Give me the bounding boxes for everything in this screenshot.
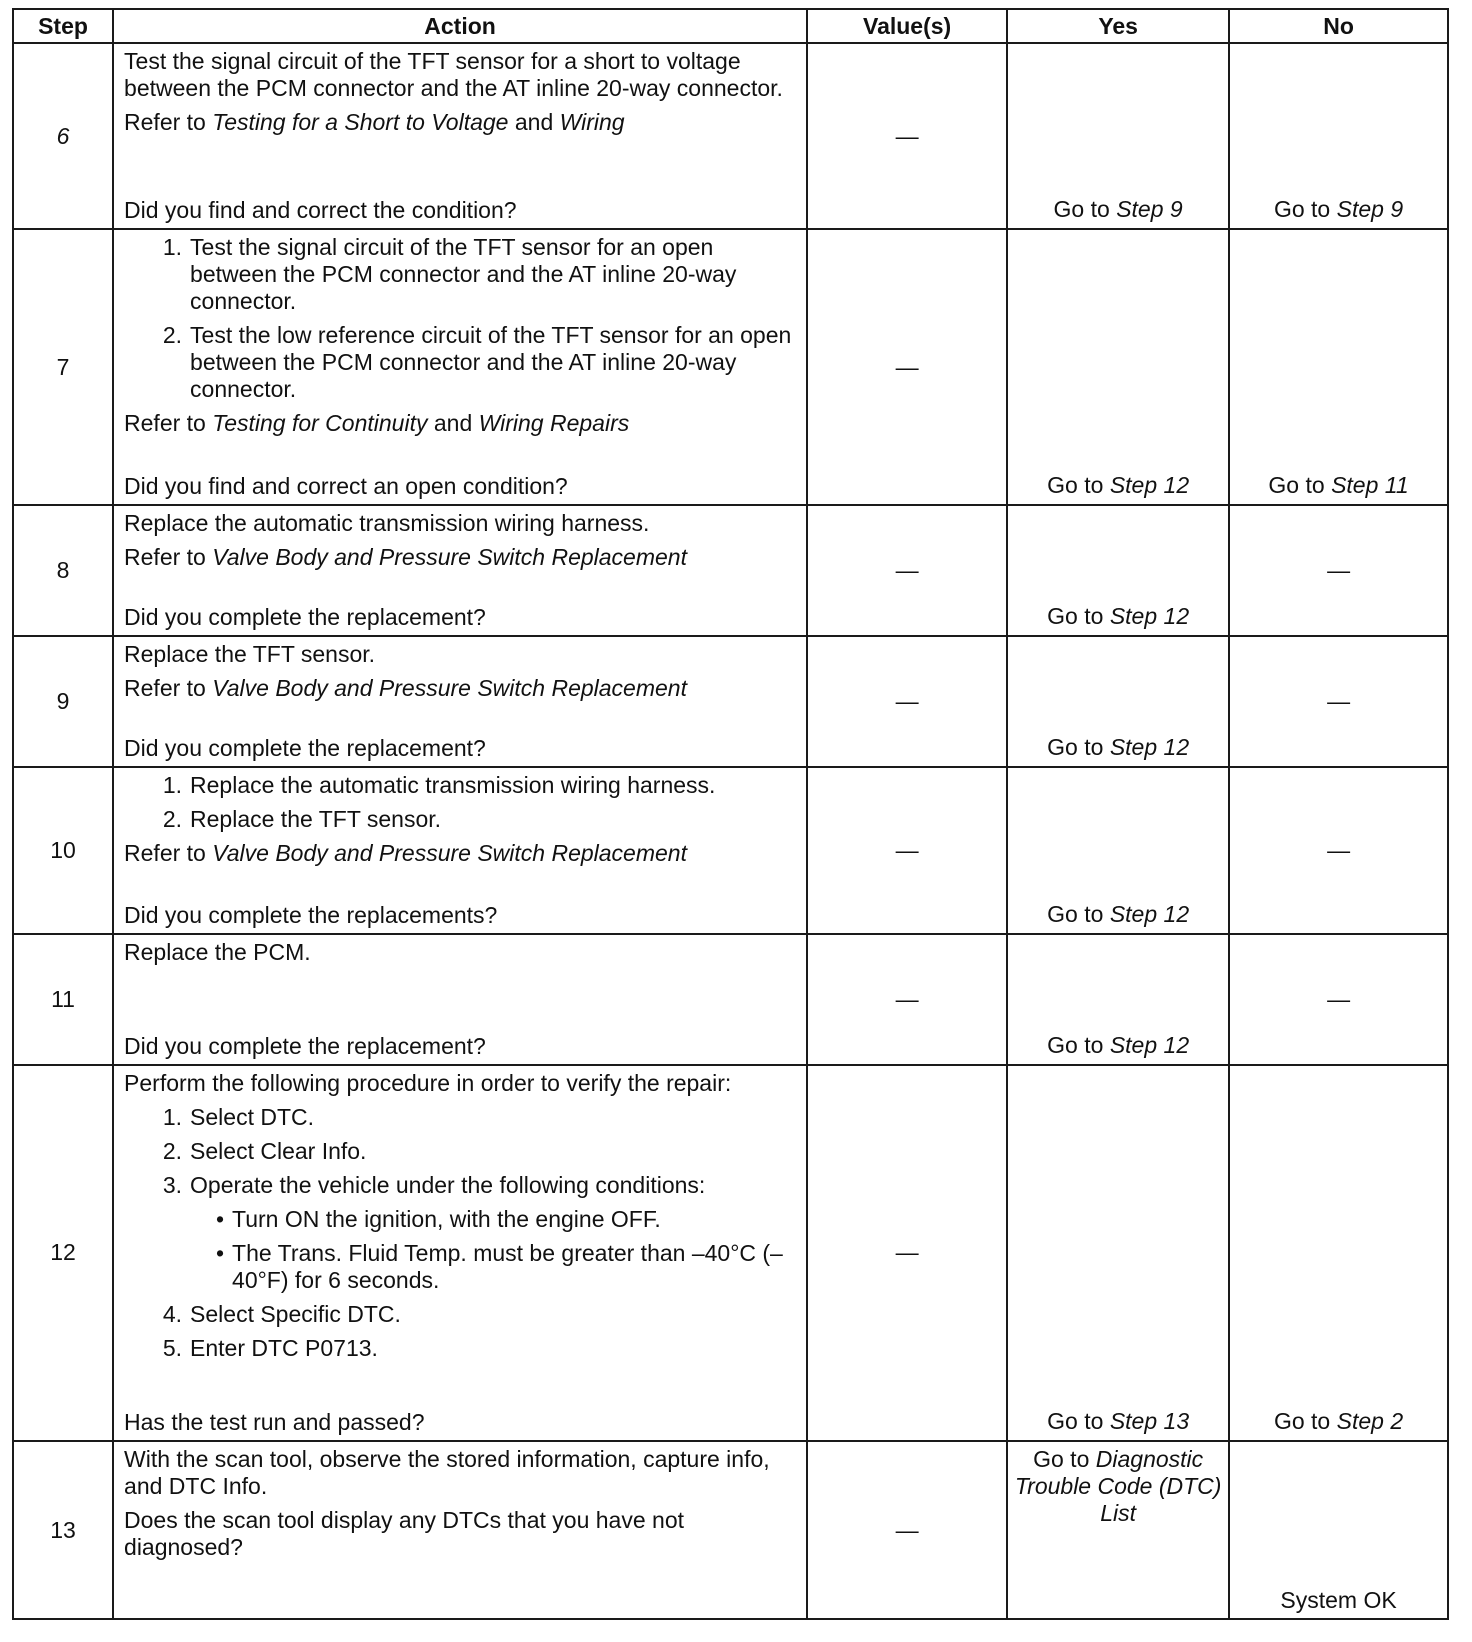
numbered-list [124,772,796,840]
action-question: Has the test run and passed? [124,1409,425,1436]
go-to-step-link[interactable]: Go to Step 12 [1047,733,1190,760]
header-action: Action [113,9,807,43]
yes-cell [1007,1441,1229,1619]
action-cell [113,229,807,505]
refer-link[interactable]: Testing for Continuity [212,410,428,437]
action-question: Did you find and correct an open condition? [124,473,568,500]
refer-link[interactable]: Testing for a Short to Voltage [212,109,509,135]
go-to-step-link[interactable]: Go to Step 9 [1053,196,1183,223]
list-item: 2. Select Clear Info. [162,1137,367,1164]
value-cell: — [807,229,1007,505]
value-cell: — [807,43,1007,229]
no-cell: — [1229,505,1448,636]
go-to-step-link[interactable]: Go to Step 11 [1268,472,1409,499]
step-number: 6 [13,43,113,229]
no-cell [1229,1065,1448,1441]
header-row [13,9,1448,43]
yes-cell [1007,636,1229,767]
yes-cell [1007,505,1229,636]
refer-line: Refer to Testing for Continuity and Wiring Repairs [124,410,630,437]
value-cell: — [807,1065,1007,1441]
table-row [13,636,1448,767]
table-row [13,229,1448,505]
list-item: 2. Replace the TFT sensor. [162,805,442,832]
no-cell [1229,229,1448,505]
list-item: 2. Test the low reference circuit of the TFT sensor for an open between the PCM connector and the AT inline 20-way connector. [162,322,792,403]
action-text: Test the signal circuit of the TFT sensor for a short to voltage between the PCM connector and the AT inline 20-way connector. [124,48,783,101]
header-values: Value(s) [807,9,1007,43]
action-text: Replace the PCM. [124,938,311,965]
step-number: 7 [13,229,113,505]
value-cell: — [807,505,1007,636]
go-to-step-link[interactable]: Go to Step 13 [1047,1408,1190,1435]
action-cell [113,767,807,934]
no-cell: — [1229,767,1448,934]
go-to-step-link[interactable]: Go to Step 9 [1273,196,1404,223]
refer-link[interactable]: Wiring Repairs [478,410,630,437]
value-cell: — [807,767,1007,934]
action-cell [113,1441,807,1619]
go-to-step-link[interactable]: Go to Step 12 [1047,472,1190,499]
bullet-list [190,1206,796,1294]
action-text: With the scan tool, observe the stored information, capture info, and DTC Info. [124,1446,770,1500]
refer-line: Refer to Valve Body and Pressure Switch Replacement [124,544,687,571]
list-item: 1. Test the signal circuit of the TFT sensor for an open between the PCM connector and the AT inline 20-way connector. [162,234,737,315]
step-number: 8 [13,505,113,636]
table-row [13,767,1448,934]
refer-link[interactable]: Wiring [559,109,625,135]
yes-cell [1007,934,1229,1065]
step-number: 13 [13,1441,113,1619]
action-cell [113,1065,807,1441]
numbered-list [124,234,796,410]
action-question: Did you complete the replacements? [124,901,498,928]
table-row [13,1441,1448,1619]
action-question: Did you complete the replacement? [124,734,486,761]
no-cell: — [1229,934,1448,1065]
action-text: Replace the TFT sensor. [124,640,376,667]
value-cell: — [807,1441,1007,1619]
action-question: Does the scan tool display any DTCs that you have not diagnosed? [124,1507,685,1561]
table-row [13,43,1448,229]
no-cell: — [1229,636,1448,767]
header-step: Step [13,9,113,43]
yes-cell [1007,229,1229,505]
step-number: 9 [13,636,113,767]
go-to-step-link[interactable]: Go to Step 12 [1047,900,1190,927]
bullet-item: • Turn ON the ignition, with the engine OFF. [215,1205,661,1232]
refer-link[interactable]: Valve Body and Pressure Switch Replacement [212,674,687,701]
refer-line: Refer to Testing for a Short to Voltage and Wiring [124,109,625,135]
step-number: 11 [13,934,113,1065]
go-to-step-link[interactable]: Go to Step 12 [1047,1031,1190,1058]
list-item: 4. Select Specific DTC. [162,1300,401,1327]
table-row [13,934,1448,1065]
go-to-step-link[interactable]: Go to Step 2 [1273,1408,1404,1435]
table-row [13,1065,1448,1441]
action-cell [113,934,807,1065]
no-cell [1229,1441,1448,1619]
list-item: 3. Operate the vehicle under the following conditions: • Turn ON the ignition, with the engine OFF. • The Trans. Fluid Temp. must be greater than –40°C (–40°F) for 6 seconds. [124,1172,796,1294]
value-cell: — [807,934,1007,1065]
system-ok-text: System OK [1280,1587,1397,1613]
header-yes: Yes [1007,9,1229,43]
no-cell [1229,43,1448,229]
list-item: 1. Replace the automatic transmission wiring harness. [162,771,716,798]
list-item: 1. Select DTC. [162,1103,315,1130]
refer-line: Refer to Valve Body and Pressure Switch Replacement [124,674,687,701]
action-cell [113,505,807,636]
yes-cell [1007,767,1229,934]
bullet-item: • The Trans. Fluid Temp. must be greater than –40°C (–40°F) for 6 seconds. [215,1239,783,1293]
diagnostic-table [12,8,1449,1620]
action-cell [113,636,807,767]
go-to-step-link[interactable]: Go to Step 12 [1047,602,1190,629]
list-item: 5. Enter DTC P0713. [162,1334,378,1361]
refer-link[interactable]: Valve Body and Pressure Switch Replacement [212,544,687,571]
header-no: No [1229,9,1448,43]
action-text: Replace the automatic transmission wiring harness. [124,510,650,537]
action-cell [113,43,807,229]
refer-link[interactable]: Valve Body and Pressure Switch Replacement [212,839,687,866]
action-question: Did you complete the replacement? [124,603,486,630]
action-question: Did you find and correct the condition? [124,197,517,224]
yes-cell [1007,1065,1229,1441]
yes-cell [1007,43,1229,229]
refer-line: Refer to Valve Body and Pressure Switch Replacement [124,839,687,866]
go-to-dtc-list-link[interactable]: Go to Diagnostic Trouble Code (DTC) List [1014,1446,1222,1527]
table-row [13,505,1448,636]
step-number: 12 [13,1065,113,1441]
numbered-list [124,1104,796,1369]
action-text: Perform the following procedure in order to verify the repair: [124,1069,732,1096]
action-question: Did you complete the replacement? [124,1032,486,1059]
step-number: 10 [13,767,113,934]
value-cell: — [807,636,1007,767]
